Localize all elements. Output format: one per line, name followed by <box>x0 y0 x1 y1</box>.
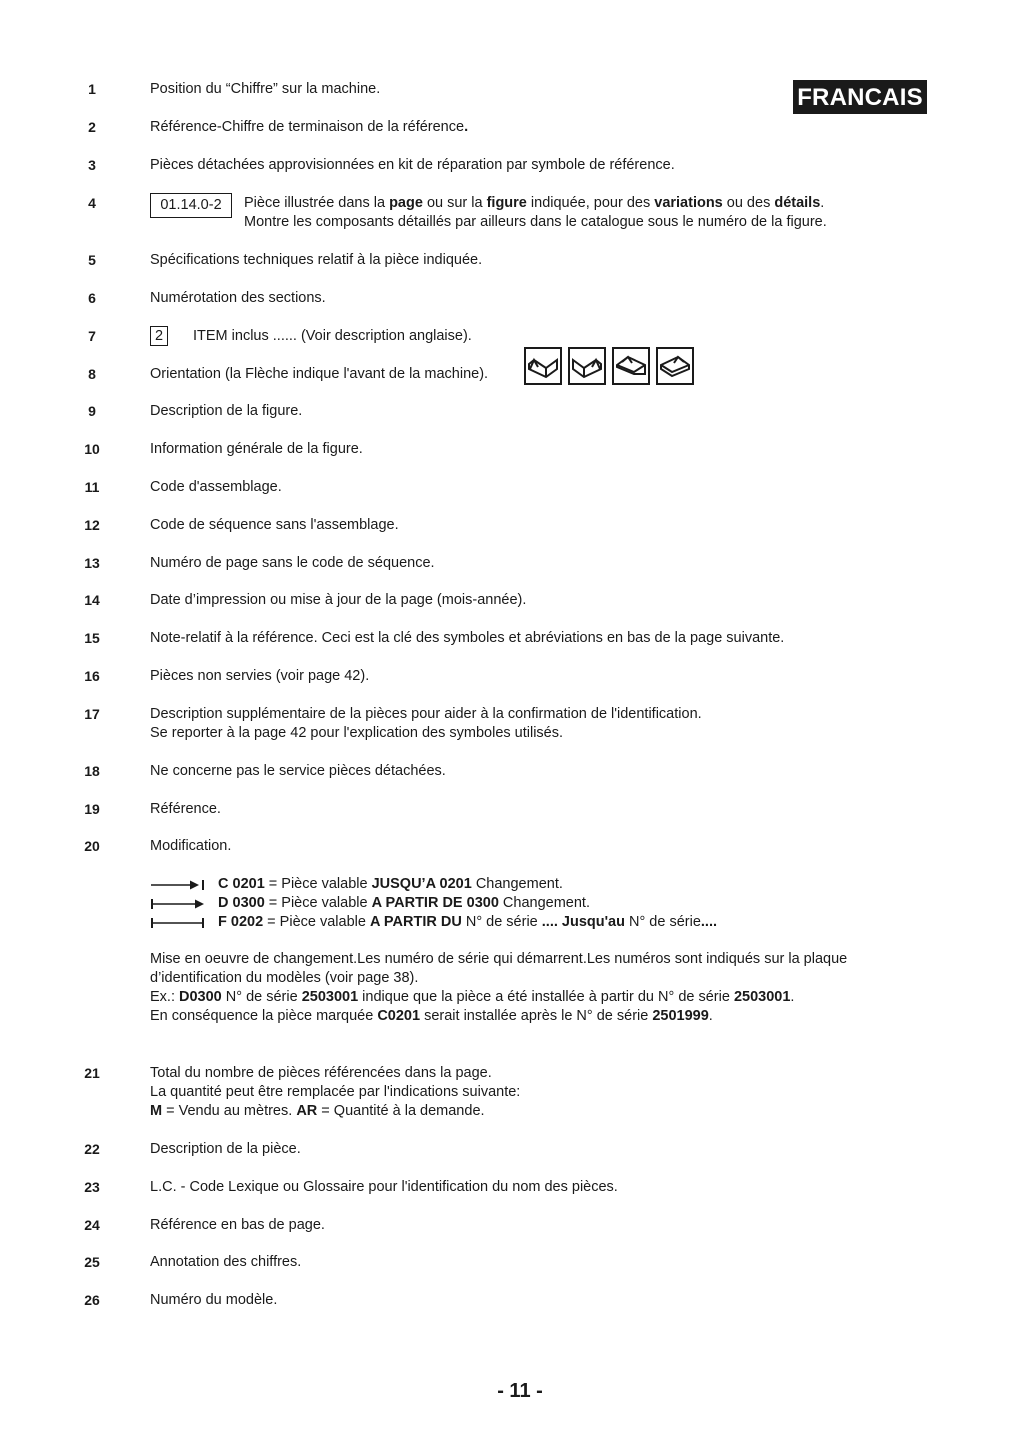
orientation-icons <box>524 347 694 385</box>
item-text: Description de la figure. <box>150 403 303 419</box>
arrow-from-icon <box>150 898 206 910</box>
item-text: Numéro de page sans le code de séquence. <box>150 555 435 571</box>
item-number: 13 <box>84 555 100 571</box>
item-number: 16 <box>84 668 100 684</box>
language-badge: FRANCAIS <box>793 80 927 114</box>
item-text: Référence. <box>150 801 221 817</box>
arrow-back-right-icon <box>656 347 694 385</box>
item-text: Information générale de la figure. <box>150 441 363 457</box>
item-number: 26 <box>84 1292 100 1308</box>
item-text: Pièces non servies (voir page 42). <box>150 668 370 684</box>
item-text: Orientation (la Flèche indique l'avant de la machine). <box>150 366 489 382</box>
item-quantity-box: 2 <box>150 326 168 346</box>
item-number: 5 <box>88 252 96 268</box>
arrow-front-right-icon <box>568 347 606 385</box>
arrow-until-icon <box>150 879 206 891</box>
item-text: Code de séquence sans l'assemblage. <box>150 517 399 533</box>
item-text: Code d'assemblage. <box>150 479 282 495</box>
item-text: L.C. - Code Lexique ou Glossaire pour l'identification du nom des pièces. <box>150 1179 618 1195</box>
page-number: - 11 - <box>497 1380 543 1402</box>
item-number: 17 <box>84 706 100 722</box>
item-text: Ne concerne pas le service pièces détachées. <box>150 763 446 779</box>
item-text: Description de la pièce. <box>150 1141 301 1157</box>
item-text: Description supplémentaire de la pièces pour aider à la confirmation de l'identification. Se reporter à la page 42 pour l'explication des symboles utilisés. <box>150 706 702 741</box>
item-text: Note-relatif à la référence. Ceci est la clé des symboles et abréviations en bas de la page suivante. <box>150 630 785 646</box>
item-number: 18 <box>84 763 100 779</box>
mod-line-range: F 0202 = Pièce valable A PARTIR DU N° de série .... Jusqu'au N° de série.... <box>150 913 910 932</box>
item-number: 19 <box>84 801 100 817</box>
item-text: Numérotation des sections. <box>150 290 326 306</box>
item-number: 7 <box>88 328 96 344</box>
item-number: 20 <box>84 838 100 854</box>
mod-line-until: C 0201 = Pièce valable JUSQU’A 0201 Changement. <box>150 875 910 894</box>
item-number: 12 <box>84 517 100 533</box>
item-text: Date d’impression ou mise à jour de la page (mois-année). <box>150 592 527 608</box>
item-number: 9 <box>88 403 96 419</box>
item-number: 8 <box>88 366 96 382</box>
item-text: Pièce illustrée dans la page ou sur la figure indiquée, pour des variations ou des détails. Montre les composants détaillés par ailleurs dans le catalogue sous le numéro de la figure. <box>244 195 827 230</box>
item-text: Pièces détachées approvisionnées en kit de réparation par symbole de référence. <box>150 157 675 173</box>
mod-line-from: D 0300 = Pièce valable A PARTIR DE 0300 Changement. <box>150 894 910 913</box>
item-text: Total du nombre de pièces référencées dans la page. La quantité peut être remplacée par l'indications suivante: M = Vendu au mètres. AR = Quantité à la demande. <box>150 1065 521 1119</box>
item-number: 14 <box>84 592 100 608</box>
item-text: Référence-Chiffre de terminaison de la référence. <box>150 119 469 135</box>
item-number: 24 <box>84 1217 100 1233</box>
item-text: ITEM inclus ...... (Voir description anglaise). <box>193 328 472 344</box>
item-text: Numéro du modèle. <box>150 1292 278 1308</box>
item-number: 10 <box>84 441 100 457</box>
arrow-range-icon <box>150 917 206 929</box>
item-number: 3 <box>88 157 96 173</box>
item-text: Référence en bas de page. <box>150 1217 325 1233</box>
item-number: 15 <box>84 630 100 646</box>
item-number: 6 <box>88 290 96 306</box>
item-text: Modification. <box>150 838 232 854</box>
arrow-back-left-icon <box>612 347 650 385</box>
item-text: Position du “Chiffre” sur la machine. <box>150 81 381 97</box>
item-number: 2 <box>88 119 96 135</box>
item-number: 22 <box>84 1141 100 1157</box>
item-text: Spécifications techniques relatif à la pièce indiquée. <box>150 252 483 268</box>
item-number: 1 <box>88 81 96 97</box>
arrow-front-left-icon <box>524 347 562 385</box>
item-number: 25 <box>84 1254 100 1270</box>
item-number: 21 <box>84 1065 100 1081</box>
item-text: Annotation des chiffres. <box>150 1254 302 1270</box>
item-number: 11 <box>84 479 100 495</box>
figure-reference-box: 01.14.0-2 <box>150 193 232 218</box>
item-number: 4 <box>88 195 96 211</box>
item-number: 23 <box>84 1179 100 1195</box>
